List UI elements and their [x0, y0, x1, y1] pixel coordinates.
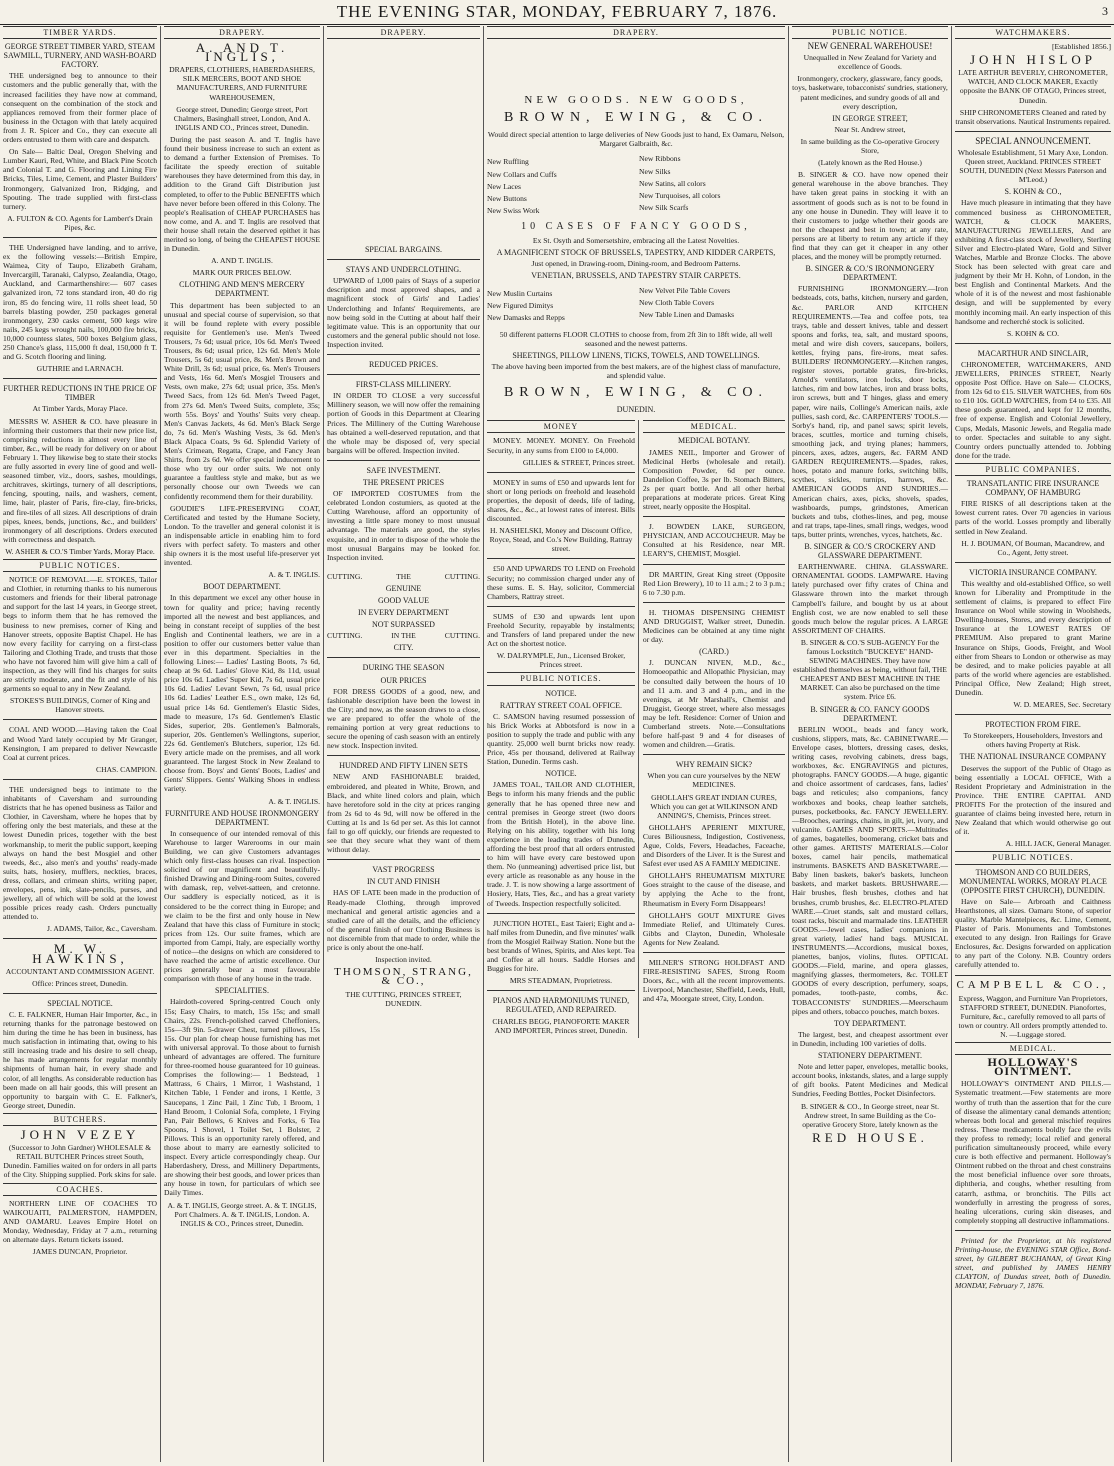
floor-cloth-text: 50 different patterns FLOOR CLOTHS to choose from, from 2ft 3in to 18ft wide, all well seasoned and the newest patterns. — [499, 329, 773, 348]
department-body: In consequence of our intended removal of this Warehouse to larger Warerooms in our main Building, we can give Customers advantages which only first-class houses can rival. Inspection solicited of our magnificent and beautifully-finished Drawing and Dining-room Suites, covered with damask, rep, velvet-satteen, and cretonne. Our saddlery is especially noticed, as it is considered to be the correct thing in Europe; and we claim to be the first and only house in New Zealand that have this class of Furniture in stock; prices from 12s. Our suite frames, which are imported from Campi, Italy, are especially worthy of notice—the designs on which are considered to have reached the acme of artistic excellence. Our prices generally bear a most favourable comparison with those of any house in the trade. — [164, 828, 320, 984]
ad-heading: HUNDRED AND FIFTY LINEN SETS — [339, 761, 468, 771]
firm-city: DUNEDIN. — [616, 405, 656, 415]
ad-heading: IN CUT AND FINISH — [367, 877, 440, 887]
notice-signature: CHAS. CAMPION. — [96, 764, 157, 774]
list-item: New Figured Dimitys — [487, 301, 554, 310]
list-item: New Silk Scarfs — [639, 202, 689, 212]
established-label: [Established 1856.] — [1051, 42, 1111, 52]
fancy-goods-heading: 10 CASES OF FANCY GOODS, — [521, 221, 751, 233]
section-header: PUBLIC NOTICE. — [792, 26, 948, 39]
cutting-city: CITY. — [393, 643, 414, 653]
ad-heading: REDUCED PRICES. — [369, 360, 438, 370]
ad-body: OF IMPORTED COSTUMES from the celebrated London costumiers, as quoted at the Cutting Warehouse, afford an opportunity of investing a little spare money to most unusual advantage. The materials are good, the styles exquisite, and in order to dispose of the whole the most unusual Bargains may be looked for. Inspection invited. — [327, 489, 480, 562]
notice-body: C. SAMSON having resumed possession of his Brick Works at Abbotsford is now in a position to supply the trade and public with any quantity. 25,000 well burnt bricks now ready. Price, 45s per thousand, delivered at Railway Station, Dunedin. Terms cash. — [487, 711, 635, 767]
notice-body: JUNCTION HOTEL, East Taieri; Eight and a-half miles from Dunedin, and five minutes' walk from the Mosgiel Railway Station. None but the best brands of Wines, Spirits, and Ales kept. Tea and Coffee at all hours. Saddle Horses and Buggies for hire. — [487, 918, 635, 974]
special-notice-title: SPECIAL NOTICE. — [47, 998, 113, 1008]
list-item: New Muslin Curtains — [487, 288, 553, 298]
firm-name: A. AND T. INGLIS, — [195, 40, 289, 65]
cutting-good-value: GOOD VALUE — [377, 596, 430, 605]
section-header: WATCHMAKERS. — [955, 26, 1111, 39]
divider — [327, 859, 480, 860]
divider — [327, 259, 480, 260]
section-header: PUBLIC NOTICES. — [3, 559, 157, 572]
section-header: MEDICAL. — [643, 420, 785, 433]
ad-title: THOMSON AND CO BUILDERS, MONUMENTAL WORKS, MORAY PLACE (OPPOSITE FIRST CHURCH), DUNEDIN. — [959, 867, 1107, 895]
section-header: PUBLIC NOTICES. — [487, 672, 635, 685]
list-item: New Satins, all colors — [639, 178, 706, 188]
department-title: CLOTHING AND MEN'S MERCERY DEPARTMENT. — [179, 280, 305, 299]
ad-body: (Lately known as the Red House.) — [818, 158, 922, 168]
divider — [487, 558, 635, 559]
holloway-body: HOLLOWAY'S OINTMENT AND PILLS.—Systematic treatment.—Few statements are more worthy of truth than the assertion that for the cure of disease the alimentary canal demands attention; whereas both local and general mischief requires redress. These medicaments boldly face the evils they profess to remedy; local relief and general purification simultaneously proceed, while every cure is both effective and permanent. Holloway's Ointment rubbed on the throat and chest constrains the most beneficial influence over sore throats, diphtheria, and coughs, whether resulting from catarrh, asthma, or bronchitis. The Pills act wonderfully in arresting the progress of sores, healing ulcerations, curing skin diseases, and completely stopping all destructive inflammations. — [955, 1079, 1111, 1225]
section-header: DRAPERY. — [487, 26, 785, 39]
ad-body: Have much pleasure in intimating that they have commenced business as CHRONOMETER, WATCH, & CLOCK MAKERS, MANUFACTURING JEWELLERS, And are exhibiting A first-class stock of Jewellery, Sterling Silver and Electro-plated Ware, Gold and Silver Watches, Marble and Bronze Clocks. The above Stock has been selected with great care and judgment by their Mr H. Kohn, of London, in the best English and Continental Markets. And the whole of it is of the newest and most fashionable design, and will be supplemented by every monthly incoming mail. An early inspection of this handsome and recherché stock is solicited. — [955, 198, 1111, 326]
hislop-ship: SHIP CHRONOMETERS Cleaned and rated by transit observations. Nautical Instruments repaired. — [955, 107, 1111, 126]
hawkins-body: ACCOUNTANT AND COMMISSION AGENT. — [5, 966, 155, 976]
medical-ad: H. THOMAS DISPENSING CHEMIST AND DRUGGIST, Walker street, Dunedin. Medicines can be obtained at any time night or day. — [642, 607, 785, 645]
ad-signature: A. HILL JACK, General Manager. — [1005, 839, 1111, 849]
department-title: B. SINGER & CO.'S CROCKERY AND GLASSWARE DEPARTMENT. — [804, 541, 936, 561]
list-item: New Ribbons — [639, 154, 681, 164]
divider — [327, 657, 480, 658]
coach-body: NORTHERN LINE OF COACHES TO WAIKOUAITI, PALMERSTON, HAMPDEN, AND OAMARU. Leaves Empire Hotel on Monday, Wednesday, Friday at 7 a.m., returning on alternate days. Return tickets issued. — [3, 1198, 157, 1244]
section-header: MEDICAL. — [955, 1042, 1111, 1055]
cutting-not-surpassed: NOT SURPASSED — [372, 620, 435, 630]
firm-name: THOMSON, STRANG, & CO., — [334, 966, 473, 988]
hislop-body: LATE ARTHUR BEVERLY, CHRONOMETER, WATCH, AND CLOCK MAKER, Exactly opposite the BANK OF OTAGO, Princes street, Dunedin. — [958, 68, 1108, 105]
ad-signature: A. & T. INGLIS. — [268, 570, 320, 580]
divider — [955, 1230, 1111, 1231]
ad-heading: STAYS AND UNDERCLOTHING. — [345, 265, 462, 275]
notice-body: JAMES TOAL, TAILOR AND CLOTHIER, Begs to inform his many friends and the public generally that he has opened three new and central premises in George street (two doors from the British Hotel), in the above line. Relying on his ability, together with his long experience in the leading trades of Dunedin, affording the best proof that all orders entrusted to him will have every care bestowed upon them. No (unmeaning) advertised price list, but every article as reasonable as any house in the trade. J. T. is now showing a large assortment of Hosiery, Hats, Ties, &c., and has a great variety of Tweeds. Inspection respectfully solicited. — [487, 780, 635, 908]
sheeting-heading: SHEETINGS, PILLOW LINENS, TICKS, TOWELS, AND TOWELLINGS. — [512, 350, 760, 360]
list-item: New Buttons — [487, 193, 527, 203]
department-body: Note and letter paper, envelopes, metallic books, account books, inkstands, slates, and a large supply of gift books. Patent Medicines and Medical Sundries, Feeding Bottles, Pocket Disinfectors. — [792, 1062, 948, 1099]
ad-heading: OUR PRICES — [380, 675, 427, 685]
department-body: FURNISHING IRONMONGERY.—Iron bedsteads, cots, baths, kitchen, nursery and garden, &c. PARLOR AND KITCHEN REQUIREMENTS.—Tea and coffee pots, tea trays, table and dessert knives, table and dessert spoons and forks, tea, salt, and mustard spoons, metal and wire dish covers, saucepans, boilers, kettles, frying pans, fire-irons, meat safes. BUILDERS' IRONMONGERY.—Kitchen ranges, register stoves, portable grates, fire-bricks, Arnold's ventilators, iron locks, door locks, latches, rim and bow latches, iron and brass bolts, iron screws, butt and T hinges, glass and emery paper, wire nails, Collinge's American nails, axle pullies, sash cord, &c. CARPENTERS' TOOLS.—Sorby's hand, rip, and panel saws; spirit levels, braces, scuttles, mortice and turning chisels, smoothing jack, and trying planes; hammers, pincers, axes, adzes, augers, &c. FARM AND GARDEN REQUIREMENTS.—Spades, rakes, hoes, potato and manure forks, switching bills, scythes, sickles, turnips, harrows, &c. AMERICAN GOODS AND SUNDRIES.—American chairs, axes, picks, shovels, spades, washboards, pumps, grindstones, American buckets and tubs, clothes-lines, and peg, mouse and rat traps, tape-lines, small rings, wedges, wood taps, butter prints, wrenches, vyces, hatchets, &c. — [792, 284, 948, 539]
firm-name: BROWN, EWING, & CO. — [503, 385, 769, 401]
divider — [487, 472, 635, 473]
ad-signature: A. AND T. INGLIS. — [211, 256, 273, 266]
money-ad-signature: W. DALRYMPLE, Jun., Licensed Broker, Princes street. — [496, 651, 626, 670]
cutting-label-right: CUTTING. — [444, 631, 480, 641]
holloway-title: HOLLOWAY'S OINTMENT. — [987, 1055, 1079, 1079]
money-ad: MONEY in sums of £50 and upwards lent for short or long periods on freehold and leasehold properties, the deposit of deeds, life of lading, shares, &c., &c., at lowest rates of interest. Bills discounted. — [487, 477, 635, 524]
column-drapery-inglis — [160, 26, 323, 1462]
ad-subtitle: At Timber Yards, Moray Place. — [32, 404, 128, 414]
ad-body: Express, Waggon, and Furniture Van Proprietors, STAFFORD STREET, DUNEDIN. Pianofortes, Furniture, &c., carefully removed to all parts of town or country. All orders promptly attended to. N. —Luggage stored. — [958, 993, 1108, 1039]
list-item: New Turquoises, all colors — [639, 190, 721, 200]
section-header: DRAPERY. — [327, 26, 480, 39]
venetian-heading: VENETIAN, BRUSSELS, AND TAPESTRY STAIR CARPETS. — [531, 270, 741, 280]
medical-ad: MILNER'S STRONG HOLDFAST AND FIRE-RESISTING SAFES, Strong Room Doors, &c., with all the recent improvements. Liverpool, Manchester, Sheffield, Leeds, Hull, and 47a, Moorgate street, City, London. — [642, 958, 785, 1004]
cutting-label-left: CUTTING. — [327, 631, 363, 641]
cutting-genuine: GENUINE — [385, 583, 422, 593]
ad-body: Deserves the support of the Public of Otago as being essentially a LOCAL OFFICE, With a Resident Proprietary and Administration in the Province. THE ENTIRE CAPITAL AND PROFITS For the protection of the insured and guarantee of claims being invested here, return in New Zealand that which would otherwise go out of it. — [955, 763, 1111, 837]
section-header: DRAPERY. — [164, 26, 320, 39]
divider — [643, 754, 785, 755]
new-goods-heading: NEW GOODS. NEW GOODS, — [524, 94, 748, 107]
section-header: PUBLIC COMPANIES. — [955, 463, 1111, 476]
divider — [955, 975, 1111, 976]
furnishing-list — [487, 286, 785, 324]
list-item: New Silks — [639, 166, 671, 176]
ad-body: On Sale— Baltic Deal, Oregon Shelving and Lumber Kauri, Red, White, and Black Pine Scotch and Colonial T. and G. Flooring and Lining Fire Bricks, Tiles, Lime, Cement, and Plaster Builders' Ironmongery, Galvanized Iron, Ridging, and Spouting. The trade supplied with first-class turnery. — [3, 147, 157, 211]
divider — [955, 562, 1111, 563]
ad-body: Ironmongery, crockery, glassware, fancy goods, toys, basketware, tobacconists' sundries, stationery, patent medicines, and sundry goods of all and every description, — [792, 74, 948, 111]
list-item: New Cloth Table Covers — [639, 298, 715, 307]
divider — [643, 952, 785, 953]
medical-ad: JAMES NEIL, Importer and Grower of Medicinal Herbs (wholesale and retail). Composition Powder, 6d per ounce. Dandelion Coffee, 3s per lb. Stomach Bitters, 2s per quart bottle. And all other herbal preparations at moderate prices. Great King street, nearly opposite the Hospital. — [642, 447, 785, 512]
divider — [955, 343, 1111, 344]
ad-body: To Storekeepers, Householders, Investors and others having Property at Risk. — [963, 731, 1103, 750]
notice-signature: MRS STEADMAN, Proprietress. — [509, 976, 613, 986]
notice-title: PIANOS AND HARMONIUMS TUNED, REGULATED, AND REPAIRED. — [492, 996, 630, 1015]
ad-signature: GUTHRIE and LARNACH. — [36, 364, 124, 374]
notice-title: MEDICAL BOTANY. — [678, 436, 750, 446]
ad-invite: Inspection invited. — [375, 955, 432, 965]
ad-heading: SPECIAL BARGAINS. — [364, 245, 443, 255]
divider — [955, 131, 1111, 132]
ad-heading: THE PRESENT PRICES — [362, 477, 445, 487]
firm-name: S. KOHN & CO., — [1004, 187, 1062, 197]
divider — [643, 516, 785, 517]
ad-body: CHRONOMETER, WATCHMAKERS, AND JEWELLERS, PRINCES STREET, Nearly opposite Post Office. Have on Sale— CLOCKS, from 12s 6d to £15. SILVER WATCHES, from 60s to £10 10s. GOLD WATCHES, from £4 to £35. All these goods guaranteed, and kept for 12 months, free of expense. English and Colonial Jewellery, Cups, Medals, Masonic Jewels, and Regalia made to order. Spectacles and suitable to any sight. Country orders punctually attended to. Jobbing done for the trade. — [955, 359, 1111, 460]
notice-title: NOTICE. — [545, 769, 577, 779]
medical-ad: GHOLLAH'S GOUT MIXTURE Gives Immediate Relief, and Ultimately Cures. Gibbs and Clayton, Dunedin, Wholesale Agents for New Zealand. — [642, 910, 785, 947]
column-watchmakers — [951, 26, 1114, 1462]
department-title: STATIONERY DEPARTMENT. — [818, 1051, 922, 1061]
section-header: COACHES. — [3, 1183, 157, 1196]
ad-body: Have on Sale— Arbroath and Caithness Hearthstones, all sizes. Oamaru Stone, of superior quality. Marble Mantelpieces, &c. Lime, Cement, Plaster of Paris. Monuments and Tombstones executed to any design. Iron Railings for Grave Enclosures, &c. Designs forwarded on application to any part of the Colony. N.B. Country orders carefully attended to. — [955, 896, 1111, 970]
ad-subtitle: Unequalled in New Zealand for Variety and excellence of Goods. — [803, 53, 937, 72]
ad-body: GOUDIE'S LIFE-PRESERVING COAT, Certificated and tested by the Humane Society, London. To the traveller and general colonist it is an indispensable article in enabling him to ford rivers with perfect safety. To masters and other ship owners it is the most useful life-preserver yet invented. — [164, 503, 320, 568]
ad-body: B. SINGER & CO. have now opened their general warehouse in the above branches. They have taken great pains in stocking it with an assortment of goods such as is not to be found in any one house in Dunedin. They will leave it to their customers to judge whether their goods are not the cheapest and best in town; at any rate, persons are at liberty to return any article if they find that they can get it cheaper in any other places, and the money will be promptly returned. — [792, 170, 948, 262]
notice-title: NOTICE. — [545, 688, 577, 698]
medical-ad: When you can cure yourselves by the NEW MEDICINES. — [647, 771, 781, 790]
divider — [327, 374, 480, 375]
newspaper-title: THE EVENING STAR, MONDAY, FEBRUARY 7, 1876. — [336, 2, 778, 21]
ad-title: NEW GENERAL WAREHOUSE! — [807, 41, 933, 52]
ad-body: In same building as the Co-operative Grocery Store, — [800, 136, 940, 156]
medical-column — [639, 420, 785, 1037]
department-title: FURNITURE AND HOUSE IRONMONGERY DEPARTMENT. — [164, 808, 319, 827]
section-header: TIMBER YARDS. — [3, 26, 157, 39]
notice-title: WHY REMAIN SICK? — [675, 760, 753, 770]
department-body: The largest, best, and cheapest assortment ever in Dunedin, including 100 varieties of dolls. — [792, 1029, 948, 1048]
ad-body: HAS OF LATE been made in the production of Ready-made Clothing, through improved mechanical and general artistic agencies and a studied care of all the details, and the efficiency of the general finish of our Clothing Business is not discernible from that made to order, while the price is only about the one-half. — [327, 888, 480, 952]
money-column — [487, 420, 639, 1037]
list-item: New Laces — [487, 181, 521, 191]
department-title: SPECIALITIES. — [215, 986, 269, 996]
special-notice-body: C. E. FALKNER, Human Hair Importer, &c., in returning thanks for the patronage bestowed on him during the time he has been in business, has much satisfaction in intimating that, owing to his still increasing trade and his desire to sell cheap, he has made arrangements for regular monthly shipments of human hair, in every shade and color, of all lengths. As considerable reduction has been made on all hair goods, this will present an opportunity to bargain with C. E. Falkner's, George street, Dunedin. — [3, 1009, 157, 1110]
ad-title: THE NATIONAL INSURANCE COMPANY — [959, 752, 1107, 762]
money-ad-signature: H. NASHELSKI, Money and Discount Office, Royce, Stead, and Co.'s New Building, Rattray street. — [489, 526, 633, 554]
divider — [3, 779, 157, 780]
ad-heading: IN GEORGE STREET, — [832, 113, 908, 123]
ad-title: TRANSATLANTIC FIRE INSURANCE COMPANY, OF HAMBURG — [966, 479, 1100, 498]
ad-body: NEW AND FASHIONABLE braided, embroidered, and pleated in White, Brown, and Black, and white lined colors and plain, which have heretofore sold in the city at prices ranging from 2s 6d to 4s 9d, will now be offered in the Cutting at 1s and 1s 6d per set. As this lot cannot fail to go off quickly, our friends are requested to see that they secure what they want of them without delay. — [327, 772, 480, 855]
department-body: Hairdoth-covered Spring-centred Couch only 15s; Easy Chairs, to match, 15s 15s; and small Chairs, 22s. French-polished carved Cheffoniers, 15s—3ft 9in. 5-drawer Chest, turned pillows, 15s 15s. Our plan for cheap house furnishing has met with universal approval. To those about to furnish unheard of advantages are offered. The furniture for three-roomed house guaranteed for 10 guineas. Comprises the following:— 1 Bedstead, 1 Mattrass, 6 Chairs, 1 Mirror, 1 Washstand, 1 Kitchen Table, 1 Fender and irons, 1 Kettle, 3 Saucepans, 1 Zinc Pail, 1 Zinc Tub, 1 Broom, 1 Hand Broom, 1 Colonial Sofa, complete, 1 Frying Pan, Pair Bellows, 6 Knives and Forks, 6 Tea Spoons, 1 Shovel, 1 Toilet Set, 1 Bolster, 2 Pillows. This is an opportunity rarely offered, and those about to marry are earnestly solicited to inspect. Every article correspondingly cheap. Our Haberdashery, Dress, and Millinery Departments, are showing their best goods, and lower prices than any house in town, for particulars of which see Daily Times. — [164, 997, 320, 1198]
ad-heading: VAST PROGRESS — [372, 865, 435, 875]
column-timber-yards — [0, 26, 160, 1462]
section-header: PUBLIC NOTICES. — [955, 851, 1111, 864]
list-item: New Swiss Work — [487, 205, 540, 215]
hawkins-office: Office: Princes street, Dunedin. — [32, 978, 128, 988]
money-ad: £50 AND UPWARDS TO LEND on Freehold Security; no commission charged under any of these sums. E. S. Hay, solicitor, Commercial Chambers, Rattray street. — [487, 564, 635, 601]
coach-signature: JAMES DUNCAN, Proprietor. — [32, 1247, 128, 1257]
divider — [3, 938, 157, 939]
ad-title: VICTORIA INSURANCE COMPANY. — [969, 567, 1097, 577]
divider — [3, 993, 157, 994]
ad-signature: H. J. BOUMAN, Of Bouman, Macandrew, and Co., Agent, Jetty street. — [961, 538, 1105, 557]
notice-body: COAL AND WOOD.—Having taken the Coal and Wood Yard lately occupied by Mr Granger, Kensington, I am prepared to deliver Newcastle Coal at current prices. — [3, 725, 157, 762]
department-body: B. SINGER & CO.'S SUB-AGENCY For the famous Lockstitch "BUCKEYE" HAND-SEWING MACHINES. They have now established themselves as being, without fail, THE CHEAPEST AND BEST MACHINE IN THE MARKET. Can also be purchased on the time system. Price £6. — [793, 637, 947, 702]
notice-body: CHARLES BEGG, PIANOFORTE MAKER AND IMPORTER, Princes street, Dunedin. — [492, 1016, 630, 1035]
medical-ad: GHOLLAH'S APERIENT MIXTURE, Cures Biliousness, Indigestion, Costiveness, Ague, Colds, Fevers, Headaches, Faceache, and Disorders of the Liver. It is the Surest and Safest ever used AS A FAMILY MEDICINE. — [642, 822, 785, 869]
divider — [955, 714, 1111, 715]
column-drapery-cutting — [323, 26, 483, 1462]
divider — [3, 378, 157, 379]
list-item: New Collars and Cuffs — [487, 169, 557, 179]
new-goods-list — [487, 154, 785, 216]
masthead — [0, 0, 1114, 25]
hawkins-name: M. W. HAWKINS, — [32, 941, 128, 966]
ad-title: PROTECTION FROM FIRE. — [985, 720, 1081, 730]
ad-body: UPWARD of 1,000 pairs of Stays of a superior description and most approved shapes, and a magnificent stock of Girls' and Ladies' Underclothing and Infants' Requirements, are now being sold in the Cutting at about half their legitimate value. This is an opportunity that our customers and the general public should not lose. Inspection invited. — [327, 276, 480, 349]
divider — [327, 755, 480, 756]
firm-name: MACARTHUR AND SINCLAIR, — [977, 348, 1089, 358]
vezey-name: JOHN VEZEY — [20, 1127, 140, 1143]
ad-body: THE undersigned beg to announce to their customers and the public generally that, with the increased facilities they have now at command, consequent on the combination of the stock and appliances removed from their former place of business in the Octagon with that lately acquired from J. R. Spicer and Co., they can execute all orders entrusted to them with care and despatch. — [3, 71, 157, 145]
ad-signature: A. & T. INGLIS. — [268, 796, 320, 806]
divider — [487, 913, 635, 914]
printer-imprint: Printed for the Proprietor, at his registered Printing-house, the EVENING STAR Office, Bond-street, by GILBERT BUCHANAN, of Great King street, and published by JAMES HENRY CLAYTON, of Dundas street, both of Dunedin. MONDAY, February 7, 1876. — [955, 1235, 1111, 1291]
department-body: EARTHENWARE. CHINA. GLASSWARE. ORNAMENTAL GOODS. LAMPWARE. Having lately purchased over fifty crates of China and Glassware thrown into the market through Campbell's failure, and bought by us at about English cost, we are now enabled to sell these goods much below the regular prices. A LARGE ASSORTMENT OF CHAIRS. — [792, 562, 948, 635]
ad-body: FIRE RISKS of all descriptions taken at the lowest current rates. Over 70 agencies in various parts of the world. Losses promptly and liberally settled in New Zealand. — [955, 499, 1111, 536]
notice-title: RATTRAY STREET COAL OFFICE. — [499, 700, 622, 710]
money-ad-signature: GILLIES & STREET, Princes street. — [522, 457, 635, 467]
divider — [643, 564, 785, 565]
ad-intro: Would direct special attention to large deliveries of New Goods just to hand, Ex Oamaru, Nelson, Margaret Galbraith, &c. — [487, 130, 785, 149]
cutting-label-right: CUTTING. — [444, 571, 480, 581]
hislop-name: JOHN HISLOP — [970, 52, 1096, 68]
vezey-body: (Successor to John Gardner) WHOLESALE & RETAIL BUTCHER Princes street South, Dunedin. Families waited on for orders in all parts of the City. Shipping supplied. Pork skins for sale. — [3, 1143, 157, 1180]
list-item: New Velvet Pile Table Covers — [639, 285, 731, 295]
notice-signature: STOKES'S BUILDINGS, Corner of King and Hanover streets. — [9, 696, 151, 715]
ad-title: GEORGE STREET TIMBER YARD, STEAM SAWMILL, TURNERY, AND WASH-BOARD FACTORY. — [3, 42, 157, 70]
ad-heading: DURING THE SEASON — [362, 663, 445, 673]
fancy-goods-sub: Ex St. Osyth and Somersetshire, embracing all the Latest Novelties. — [532, 235, 740, 245]
column-drapery-brown-ewing — [483, 26, 788, 1462]
ad-signature: A. & T. INGLIS, George street. A. & T. INGLIS, Port Chalmers. A. & T. INGLIS, London. A. INGLIS & CO., Princes street, Dunedin. — [167, 1200, 317, 1228]
ad-heading: SAFE INVESTMENT. — [366, 465, 441, 475]
the-label: THE — [396, 571, 411, 581]
department-title: TOY DEPARTMENT. — [834, 1018, 906, 1028]
ad-note: The above having been imported from the best makers, are of the highest class of manufacture, and splendid value. — [491, 361, 781, 381]
divider — [487, 990, 635, 991]
ad-heading: FIRST-CLASS MILLINERY. — [355, 380, 452, 390]
department-body: BERLIN WOOL, beads and fancy work, cushions, slippers, mats, &c. CABINETWARE.—Envelope cases, blotters, dressing cases, desks, writing cases, revolving cabinets, dress bags, workboxes, &c. ENGRAVINGS and pictures, photographs. FANCY GOODS.—A huge, gigantic and choice assortment of cardcases, fans, ladies' bags and reticules; also companions, fancy workboxes and books, cheap leather satchels, purses, pocketbooks, &c. FANCY JEWELLERY.—Brooches, earrings, chains, in gilt, jet, ivory, and vulcanite. GAMES AND SPORTS.—Multitudes of games, bagatelles, boomerang, cricket bats and other games. ARTISTS' MATERIALS.—Color boxes, camel hair pencils, mathematical instruments. BASKETS AND BASKETWARE.—Baby linen baskets, baker's baskets, luncheon baskets, and market baskets. BRUSHWARE.—Hair brushes, flesh brushes, clothes and hat brushes, crumb brushes, &c. ELECTRO-PLATED WARE.—Cruet stands, salt and mustard cellars, toast racks, biscuit and marmalade tins. LEATHER GOODS.—Jewel cases, ladies' companions in great variety, ladies' hand bags. MUSICAL INSTRUMENTS.—Accordions, musical boxes, pianettes, banjos, violins, flutes. OPTICAL GOODS.—Field, marine, and opera glasses, magnifying glasses, thermometers, &c. TOILET GOODS of every description, perfumery, soaps, pomades, tooth-paste, combs, &c. TOBACCONISTS' SUNDRIES.—Meerschaum pipes and others, tobacco pouches, match boxes. — [792, 724, 948, 1016]
medical-ad: J. BOWDEN LAKE, SURGEON, PHYSICIAN, AND ACCOUCHEUR. May be Consulted at his Residence, near MR. LEARY'S, CHEMIST, Mosgiel. — [642, 522, 785, 559]
divider — [327, 460, 480, 461]
ad-body: During the past season A. and T. Inglis have found their business increase to such an extent as to demand a further Extension of Premises. To facilitate the speedy erection of suitable warehouses they have determined from this day, in addition to the Grand Gift Distribution just completed, to offer to the Public BENEFITS which have never before been offered in this Colony. The people's Realisation of CHEAP PURCHASES has now come, and A. and T. Inglis are resolved that their house shall retain the deserved epithet it has merited so long, of being the CHEAPEST HOUSE in Dunedin. — [164, 134, 320, 254]
ad-signature: S. KOHN & CO. — [1006, 328, 1060, 338]
ad-signature: B. SINGER & CO., In George street, near St. Andrew street, In same Building as the Co-operative Grocery Store, lately known as the — [800, 1101, 939, 1129]
ad-body: Wholesale Establishment, 51 Mary Axe, London. Queen street, Auckland. PRINCES STREET SOUTH, DUNEDIN (Next Messrs Paterson and M'Leod.) — [957, 147, 1109, 185]
ad-body: FOR DRESS GOODS of a good, new, and fashionable description have been the lowest in the City; and now, as the season draws to a close, we are prepared to offer the whole of the remaining portion at very great reductions to secure the opening of cash season with an entirely new stock. Inspection invited. — [327, 686, 480, 751]
page-number: 3 — [1102, 4, 1108, 18]
notice-signature: J. ADAMS, Tailor, &c., Caversham. — [47, 924, 157, 934]
department-body: In this department we excel any other house in town for quality and price; having recently imported all the newest and best appliances, and being in constant receipt of supplies of the best English and Continental leathers, we are in a position to offer our customers better value than ever in this department. Specialties in the following Lines:— Ladies' Lasting Boots, 7s 6d, cheap at 9s 6d. Ladies' Glove Kid, 8s 11d, usual price 10s 6d. Ladies' Super Kid, 7s 6d, usual price 10s 6d. Ladies' Levant Sewn, 7s 6d, usual price 10s 6d. Ladies' Leather E.S., own make, 12s 6d, usual price 14s 6d. Gentlemen's Elastic Sides, made to measure, 17s 6d. Gentlemen's Elastic Sides, superior, 20s. Gentlemen's Balmorals, superior, 20s. Gentlemen's Wellingtons, superior, 22s 6d. Gentlemen's Blutchers, superior, 12s 6d. Every article made on the premises, and all work guaranteed. The largest Stock in New Zealand to choose from. Boys' and Gents' Boots, Ladies' and Gents' Slippers. Gents' Walking Shoes in endless variety. — [164, 593, 320, 794]
medical-ad: DR MARTIN, Great King street (Opposite Red Lion Brewery), 10 to 11 a.m.; 2 to 3 p.m.; 6 to 7.30 p.m. — [642, 569, 785, 597]
list-item: New Ruffling — [487, 157, 529, 167]
divider — [327, 354, 480, 355]
divider — [3, 719, 157, 720]
firm-address: George street, Dunedin; George street, Port Chalmers, Basinghall street, London, And A. INGLIS AND CO., Princes street, Dunedin. — [173, 104, 311, 132]
ad-signature: W. ASHER & CO.'S Timber Yards, Moray Place. — [5, 546, 155, 556]
ad-body: IN ORDER TO CLOSE a very successful Millinery season, we will now offer the remaining portion of Goods in this Department at Clearing Prices. The Millinery of the Cutting Warehouse has obtained a well-deserved reputation, and that the whole may be disposed of, very special bargains will be offered. Inspection invited. — [327, 391, 480, 455]
department-body: This department has been subjected to an unusual and special course of supervision, so that it will be found replete with every possible requisite for Gentlemen's use. Men's Tweed Trousers, 7s 6d; usual price, 10s 6d. Men's Tweed Trousers, 8s 6d; usual price, 12s 6d. Men's Mole Trousers, 5s 6d; usual price, 8s. Men's Brown and White Drill, 3s 6d; usual price, 6s. Men's Trousers and Vests, 16s 6d. Men's Mosgiel Trousers and Vests, own make, 27s 6d; usual price, 35s. Men's Tweed Sacs, from 12s 6d. Men's Tweed Paget, from 27s 6d. Men's Tweed Suits, complete, 35s; worth 55s. Boys' and Youths' Suits very cheap. Men's Canvas Jackets, 4s 6d. Men's Black Serge do, 7s 6d. Men's Washing Vests, 3s 6d. Men's Black Alpaca Coats, 9s 6d. Splendid Variety of Men's Crimean, Regatta, Crape, and Fancy Jean Shirts, from 2s 6d. We offer special inducement to those who try our order suits. We not only guarantee a faultless style and make, but as we personally choose our own Tweeds we can confidently recommend them for their durability. — [164, 300, 320, 501]
money-ad: MONEY. MONEY. MONEY. On Freehold Security, in any sums from £100 to £4,000. — [487, 436, 635, 455]
ad-title: SPECIAL ANNOUNCEMENT. — [975, 135, 1091, 146]
list-item: New Damasks and Repps — [487, 313, 565, 323]
firm-name: BROWN, EWING, & CO. — [503, 110, 769, 126]
list-item: New Table Linen and Damasks — [639, 310, 735, 320]
medical-ad: GHOLLAH'S RHEUMATISM MIXTURE Goes straight to the cause of the disease, and by applying the Ache to the front, Rheumatism in Every Form Disappears! — [642, 871, 785, 908]
ad-body: MESSRS W. ASHER & CO. have pleasure in informing their customers that their new price list, comprising reductions in almost every line of timber, &c., will be ready for delivery on or about February 1. They likewise beg to state their stocks are fully assorted in every line of good and well-seasoned timber, viz., doors, sashes, mouldings, architraves, skirtings, turnery of all descriptions, fencing, spouting, nails, and washers, cement, lime, hair, plaster of Paris, fire-clay, fire-bricks, and fire-tiles of all sizes. All descriptions of drain pipes, knees, bends, junctions, &c., and builders' ironmongery of all descriptions. Orders executed with correctness and despatch. — [3, 416, 157, 544]
cutting-every: IN EVERY DEPARTMENT — [358, 608, 449, 618]
notice-body: THE undersigned begs to intimate to the inhabitants of Caversham and surrounding districts that he has opened business as Tailor and Clothier, in Caversham, where he hopes that by offering only the best materials, and these at the lowest Dunedin prices, together with the best workmanship, to merit the public support, keeping always on hand the best Mosgiel and other tweeds, &c., also men's and youths' ready-made suits, hats, hosiery, mufflers, neckties, braces, dress, collars, and crimean shirts, writing paper, envelopes, pens, ink, slate-pencils, purses, and jewellery, all of which will be sold at the lowest possible prices ready cash. Orders punctually attended to. — [3, 784, 157, 922]
ad-title: FURTHER REDUCTIONS IN THE PRICE OF TIMBER — [3, 384, 157, 403]
cutting-label-left: CUTTING. — [327, 571, 363, 581]
money-ad: SUMS of £30 and upwards lent upon Freehold Security, repayable by instalments; and Transfers of land prepared under the new Act on the shortest notice. — [487, 611, 635, 649]
section-header: MONEY — [487, 420, 635, 433]
firm-name: CAMPBELL & CO., — [956, 978, 1110, 991]
red-house-label: RED HOUSE. — [812, 1129, 928, 1145]
firm-description: DRAPERS, CLOTHIERS, HABERDASHERS, SILK MERCERS, BOOT AND SHOE MANUFACTURERS, AND FURNITURE WAREHOUSEMEN, — [169, 65, 315, 102]
divider — [487, 606, 635, 607]
in-the: IN THE — [391, 631, 416, 641]
department-title: B. SINGER & CO.'S IRONMONGERY DEPARTMENT. — [805, 264, 935, 283]
ad-signature: A. FULTON & CO. Agents for Lambert's Drain Pipes, &c. — [7, 213, 153, 232]
carpets-sub: Just opened, in Drawing-room, Dining-room, and Bedroom Patterns. — [531, 258, 741, 268]
carpets-heading: A MAGNIFICENT STOCK OF BRUSSELS, TAPESTRY, AND KIDDER CARPETS, — [496, 247, 776, 257]
section-header: BUTCHERS. — [3, 1113, 157, 1126]
notice-body: NOTICE OF REMOVAL.—E. STOKES, Tailor and Clothier, in returning thanks to his numerous customers and friends for their liberal patronage and support for the last 14 years, in George street, begs to inform them that he has removed the business to new premises, corner of King and Hanover streets, opposite Baptist Chapel. He has now every facility for carrying on a first-class Tailoring and Clothing Trade, and trusts that those who have not favored him will give him a call of inspection, as they will find his charges for suits are strictly moderate, and the fit and style of his garments so equal to any in New Zealand. — [3, 575, 157, 694]
department-title: BOOT DEPARTMENT. — [203, 582, 281, 592]
ad-body: This wealthy and old-established Office, so well known for Liberality and Promptitude in the settlement of claims, is prepared to effect Fire Insurance on Wool while stowing in Woolsheds, Dwelling-houses, Stores, and every description of Insurance at the LOWEST RATES OF PREMIUM. Also prepared to grant Marine Insurance on Ships, Goods, Freight, and Wool either from Shears to London or otherwise as may be desired, and to make policies payable at all parts of the world where agencies are established. Principal Office, New Zealand; High street, Dunedin. — [955, 578, 1111, 697]
ad-body: THE Undersigned have landing, and to arrive, ex the following vessels:—British Empire, Waimea, City of Taupo, Elizabeth Graham, Invercargill, Taranaki, Calypso, Zealandia, Otago, Auckland, and Carmarthenshire:— 607 cases galvanized iron, 72 tons standard iron, 40 do rig iron, 85 do fencing wire, 11 rolls sheet lead, 50 barrels blasting powder, 250 packages general ironmongery, 230 casks cement, 500 kegs wire nails, 245 kegs wrought nails, 100,000 fire bricks, 10,000 countess slates, 500 boxes Belgium glass, 250 Chance's glass, 115,000 ft deal, 150,000 ft T. and G. Scotch flooring and lining. — [3, 242, 157, 362]
divider — [643, 602, 785, 603]
medical-ad: J. DUNCAN NIVEN, M.D., &c., Homoeopathic and Allopathic Physician, may be consulted daily between the hours of 10 and 11 a.m. and 3 and 4 p.m., and in the evenings, at Mr Marshall's, Chemist and Druggist, George street, where also messages may be left. Residence: Corner of Union and Cumberland streets. Note.—Consultations before half-past 9 and 4 for diseases of women and children.—Gratis. — [642, 658, 785, 750]
divider — [3, 237, 157, 238]
firm-address: THE CUTTING, PRINCES STREET, DUNEDIN. — [345, 990, 462, 1009]
ad-subtitle: MARK OUR PRICES BELOW. — [192, 268, 292, 278]
card-label: (CARD.) — [699, 647, 729, 657]
medical-ad: GHOLLAH'S GREAT INDIAN CURES, Which you can get at WILKINSON AND ANNING'S, Chemists, Princes street. — [650, 792, 778, 820]
column-public-notice — [788, 26, 951, 1462]
department-title: B. SINGER & CO. FANCY GOODS DEPARTMENT. — [810, 704, 930, 723]
ad-body: Near St. Andrew street, — [834, 124, 906, 134]
ad-signature: W. D. MEARES, Sec. Secretary — [1013, 700, 1111, 710]
